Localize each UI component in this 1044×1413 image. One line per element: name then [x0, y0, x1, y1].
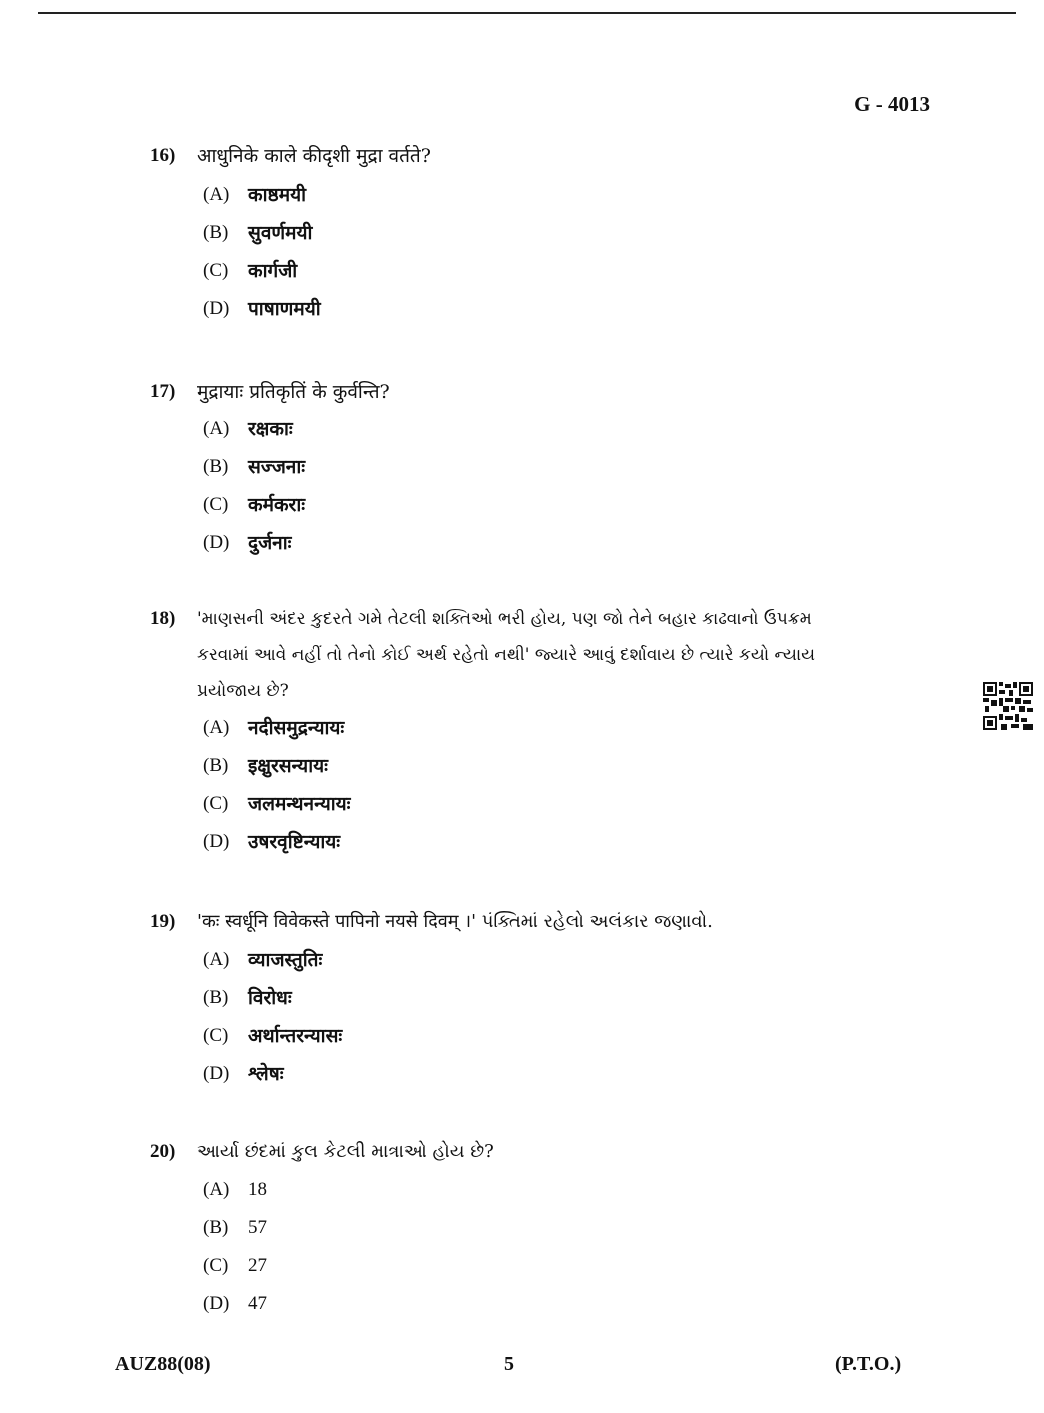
- option-b: (B) 57: [203, 1217, 267, 1238]
- option-d: (D) श्लेषः: [203, 1063, 284, 1085]
- question-number: 17): [150, 381, 176, 402]
- page-number: 5: [504, 1353, 514, 1375]
- question-text-line-2: કરવામાં આવે નહીં તો તેનો કોઈ અર્થ રહેતો નથી' જ્યારે આવું દર્શાવાય છે ત્યારે કયો ન્યાય: [197, 645, 816, 665]
- question-text-line-3: પ્રયોજાય છે?: [197, 681, 289, 701]
- question-16: [150, 138, 910, 328]
- option-c: (C) जलमन्थनन्यायः: [203, 793, 351, 815]
- option-c: (C) कर्मकराः: [203, 494, 306, 516]
- option-a: (A) 18: [203, 1179, 267, 1200]
- question-text: मुद्रायाः प्रतिकृतिं के कुर्वन्ति?: [197, 381, 390, 403]
- qr-code-icon: [983, 682, 1033, 730]
- option-c: (C) कार्गजी: [203, 260, 298, 282]
- question-text: આર્યા છંદમાં કુલ કેટલી માત્રાઓ હોય છે?: [197, 1141, 494, 1162]
- option-d: (D) पाषाणमयी: [203, 298, 321, 320]
- question-number: 19): [150, 911, 176, 932]
- option-a: (A) नदीसमुद्रन्यायः: [203, 717, 345, 739]
- question-number: 18): [150, 608, 176, 629]
- option-d: (D) 47: [203, 1293, 267, 1314]
- option-c: (C) अर्थान्तरन्यासः: [203, 1025, 343, 1047]
- paper-code: G - 4013: [854, 92, 930, 116]
- question-20: [150, 1134, 910, 1323]
- question-text: आधुनिके काले कीदृशी मुद्रा वर्तते?: [197, 145, 431, 167]
- option-d: (D) दुर्जनाः: [203, 532, 292, 554]
- option-b: (B) विरोधः: [203, 987, 292, 1009]
- top-rule: [38, 12, 1016, 14]
- option-b: (B) सुवर्णमयी: [203, 222, 313, 244]
- option-a: (A) रक्षकाः: [203, 418, 293, 440]
- option-b: (B) इक्षुरसन्यायः: [203, 755, 328, 777]
- question-text-line-1: 'માણસની અંદર કુદરતે ગમે તેટલી શક્તિઓ ભરી હોય, પણ જો તેને બહાર કાઢવાનો ઉપક્રમ: [197, 609, 812, 629]
- footer-code: AUZ88(08): [115, 1353, 211, 1375]
- option-a: (A) काष्ठमयी: [203, 184, 307, 206]
- question-19: [150, 904, 910, 1093]
- question-number: 16): [150, 145, 176, 166]
- pto-label: (P.T.O.): [835, 1353, 902, 1375]
- question-text: 'कः स्वर्धूनि विवेकस्ते पापिनो नयसे दिवम् ।' પંક્તિમાં રહેલો અલંકાર જણાવો.: [197, 911, 713, 932]
- question-18: [150, 601, 900, 861]
- option-a: (A) व्याजस्तुतिः: [203, 949, 323, 971]
- question-number: 20): [150, 1141, 176, 1162]
- option-c: (C) 27: [203, 1255, 267, 1276]
- question-17: [150, 374, 910, 562]
- option-d: (D) उषरवृष्टिन्यायः: [203, 831, 341, 853]
- option-b: (B) सज्जनाः: [203, 456, 306, 478]
